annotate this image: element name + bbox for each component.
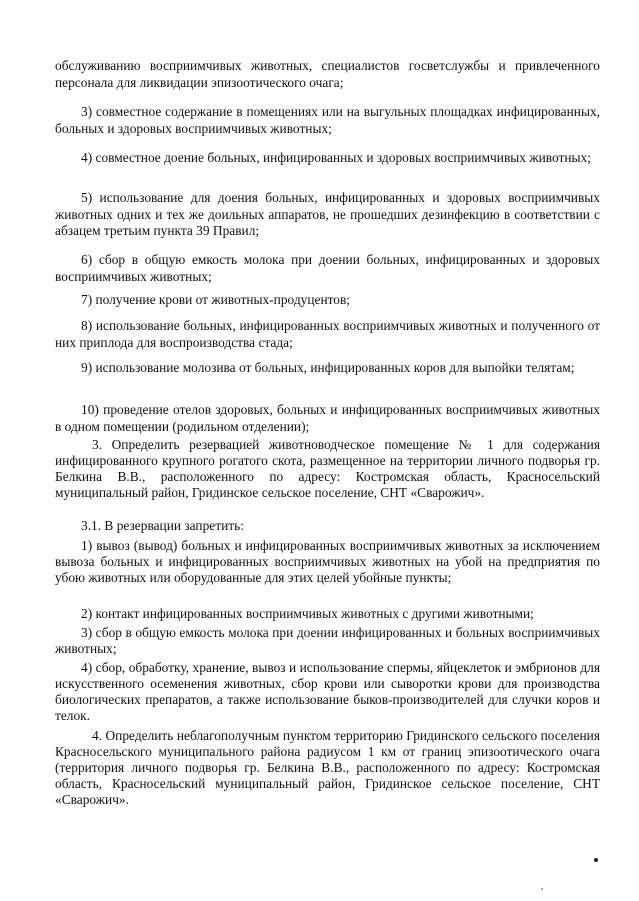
paragraph-item-10: 10) проведение отелов здоровых, больных и инфицированных восприимчивых животных в одном помещении (родильном отделении); <box>55 402 600 434</box>
paragraph-item-5: 5) использование для доения больных, инфицированных и здоровых восприимчивых животных одних и тех же доильных аппаратов, не прошедших дезинфекцию в соответствии с абзацем третьим пункта 39 Правил; <box>55 190 600 238</box>
paragraph-reservation-item-3: 3) сбор в общую емкость молока при доении инфицированных и больных восприимчивых животных; <box>55 625 600 656</box>
paragraph-item-8: 8) использование больных, инфицированных восприимчивых животных и полученного от них приплода для воспроизводства стада; <box>55 318 600 350</box>
paragraph-reservation-item-2: 2) контакт инфицированных восприимчивых животных с другими животными; <box>81 606 534 621</box>
paragraph-item-3: 3) совместное содержание в помещениях или на выгульных площадках инфицированных, больных и здоровых восприимчивых животных; <box>55 104 600 136</box>
paragraph-reservation-item-1: 1) вывоз (вывод) больных и инфицированных восприимчивых животных за исключением вывоза больных и инфицированных восприимчивых животных на убой на предприятия по убою животных или оборудованные для этих целей убойные пункты; <box>55 538 600 585</box>
paragraph-item-9: 9) использование молозива от больных, инфицированных коров для выпойки телятам; <box>81 360 575 375</box>
paragraph-continuation: обслуживанию восприимчивых животных, специалистов госветслужбы и привлеченного персонала для ликвидации эпизоотического очага; <box>55 58 600 90</box>
paragraph-reservation-item-4: 4) сбор, обработку, хранение, вывоз и использование спермы, яйцеклеток и эмбрионов для искусственного осеменения животных, сбор крови или сыворотки крови для производства биологических препаратов, а также использование быков-производителей для случки коров и телок. <box>55 660 600 723</box>
paragraph-item-4: 4) совместное доение больных, инфицированных и здоровых восприимчивых животных; <box>81 150 591 165</box>
paragraph-item-6: 6) сбор в общую емкость молока при доении больных, инфицированных и здоровых восприимчивых животных; <box>55 252 600 284</box>
paragraph-section-3-1: 3.1. В резервации запретить: <box>81 518 244 533</box>
paragraph-section-3: 3. Определить резервацией животноводческое помещение № 1 для содержания инфицированного крупного рогатого скота, размещенное на территории личного подворья гр. Белкина В.В., расположенного по адресу: Костромская область, Красносельский муниципальный район, Гридинское сельское поселение, СНТ «Сварожич». <box>55 437 600 500</box>
paragraph-section-4: 4. Определить неблагополучным пунктом территорию Гридинского сельского поселения Красносельского муниципального района радиусом 1 км от границ эпизоотического очага (территория личного подворья гр. Белкина В.В., расположенного по адресу: Костромская область, Красносельский муниципальный район, Гридинское сельское поселение, СНТ «Сварожич». <box>55 728 600 807</box>
scan-mark <box>594 858 598 862</box>
paragraph-item-7: 7) получение крови от животных-продуцентов; <box>81 292 351 307</box>
scan-speck <box>541 888 543 890</box>
